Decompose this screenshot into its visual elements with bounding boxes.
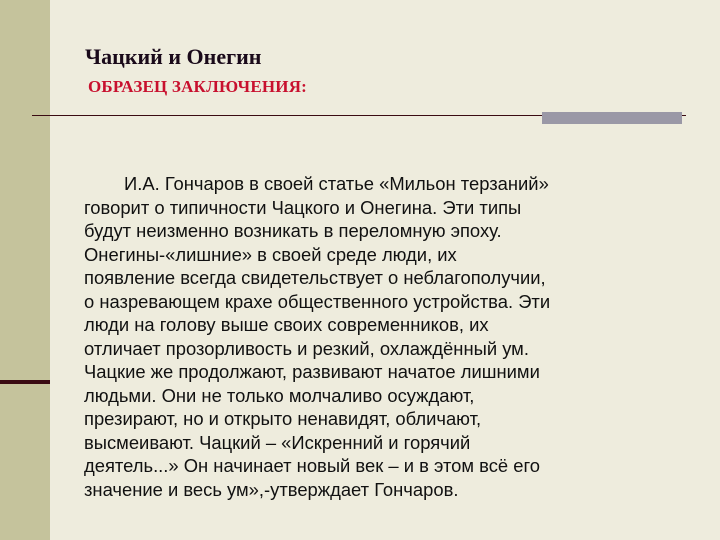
text-line: говорит о типичности Чацкого и Онегина. Эти типы: [84, 196, 522, 218]
text-line: отличает прозорливость и резкий, охлаждённый ум.: [84, 337, 529, 359]
text-line: появление всегда свидетельствует о неблагополучии,: [84, 267, 546, 288]
text-line: люди на голову выше своих современников, их: [84, 314, 489, 335]
left-bar-accent-line: [0, 380, 50, 384]
text-line: И.А. Гончаров в своей статье «Мильон терзаний»: [124, 173, 549, 194]
text-line: о назревающем крахе общественного устройства. Эти: [84, 290, 551, 312]
text-line: значение и весь ум»,-утверждает Гончаров.: [84, 478, 459, 500]
text-line: презирают, но и открыто ненавидят, обличают,: [84, 408, 482, 429]
text-line: Онегины-«лишние» в своей среде люди, их: [84, 243, 457, 265]
slide-subtitle: ОБРАЗЕЦ ЗАКЛЮЧЕНИЯ:: [88, 77, 308, 96]
text-line: будут неизменно возникать в переломную эпоху.: [84, 220, 502, 241]
text-line: высмеивают. Чацкий – «Искренний и горячий: [84, 431, 471, 453]
conclusion-text: [84, 172, 696, 501]
divider-accent-block: [542, 112, 682, 124]
text-line: Чацкие же продолжают, развивают начатое лишними: [84, 361, 540, 382]
slide-title: Чацкий и Онегин: [85, 44, 262, 69]
left-decorative-bar: [0, 0, 50, 540]
text-line: людьми. Они не только молчаливо осуждают,: [84, 384, 475, 406]
text-line: деятель...» Он начинает новый век – и в этом всё его: [84, 455, 541, 476]
